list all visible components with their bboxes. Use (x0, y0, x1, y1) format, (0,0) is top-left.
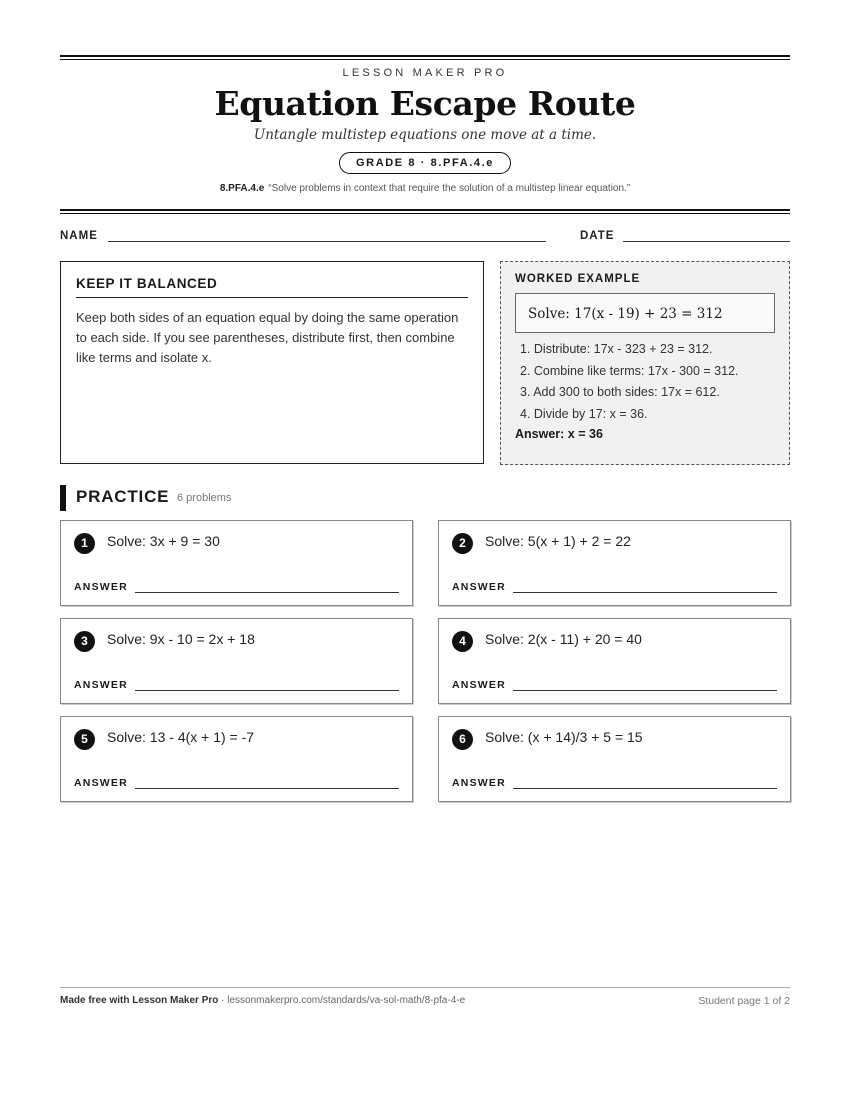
worked-example-steps (515, 339, 775, 425)
worked-example-panel (500, 261, 790, 465)
header-top-rule (60, 55, 790, 57)
header-bottom-rule (60, 209, 790, 211)
problem-number: 5 (74, 729, 95, 750)
answer-label: ANSWER (74, 777, 128, 789)
footer-made-with: Made free with Lesson Maker Pro (60, 995, 219, 1006)
problem-card-4 (438, 618, 791, 704)
problem-text: Solve: 3x + 9 = 30 (107, 533, 220, 549)
worked-step: 4. Divide by 17: x = 36. (520, 406, 648, 421)
name-label: NAME (60, 230, 98, 242)
worksheet-title: Equation Escape Route (214, 84, 636, 123)
standard-line (0, 183, 850, 194)
answer-label: ANSWER (74, 581, 128, 593)
footer-credit (60, 995, 465, 1006)
worked-step: 2. Combine like terms: 17x - 300 = 312. (520, 363, 739, 378)
footer-url[interactable]: · lessonmakerpro.com/standards/va-sol-math/8-pfa-4-e (218, 995, 466, 1006)
footer-page-number: Student page 1 of 2 (698, 995, 790, 1007)
answer-field[interactable] (513, 788, 777, 789)
problem-card-5 (60, 716, 413, 802)
problem-number: 6 (452, 729, 473, 750)
worked-example-answer: Answer: x = 36 (515, 427, 603, 441)
standard-text: “Solve problems in context that require the solution of a multistep linear equation.” (268, 183, 631, 194)
brand-name: LESSON MAKER PRO (342, 67, 508, 79)
answer-field[interactable] (513, 690, 777, 691)
practice-heading: PRACTICE (76, 487, 170, 506)
worked-example-equation: Solve: 17(x - 19) + 23 = 312 (515, 293, 775, 333)
answer-label: ANSWER (74, 679, 128, 691)
answer-field[interactable] (135, 788, 399, 789)
grade-badge: GRADE 8 · 8.PFA.4.e (339, 152, 511, 174)
keep-balanced-body: Keep both sides of an equation equal by doing the same operation to each side. If you see parentheses, distribute first, then combine like terms and isolate x. (76, 310, 459, 365)
worked-example-heading: WORKED EXAMPLE (515, 273, 641, 285)
practice-accent-bar (60, 485, 66, 511)
answer-label: ANSWER (452, 679, 506, 691)
problem-number: 1 (74, 533, 95, 554)
problem-text: Solve: 2(x - 11) + 20 = 40 (485, 631, 642, 647)
problem-number: 4 (452, 631, 473, 652)
worked-step: 3. Add 300 to both sides: 17x = 612. (520, 385, 720, 399)
problem-card-2 (438, 520, 791, 606)
problem-text: Solve: 13 - 4(x + 1) = -7 (107, 729, 255, 745)
problem-number: 2 (452, 533, 473, 554)
answer-label: ANSWER (452, 777, 506, 789)
keep-balanced-heading: KEEP IT BALANCED (76, 276, 468, 298)
answer-field[interactable] (513, 592, 777, 593)
grade-pill-wrap (0, 152, 850, 174)
keep-balanced-panel (60, 261, 484, 464)
date-label: DATE (580, 230, 615, 242)
practice-count: 6 problems (177, 492, 232, 504)
problem-text: Solve: 9x - 10 = 2x + 18 (107, 631, 255, 647)
problem-card-3 (60, 618, 413, 704)
problem-number: 3 (74, 631, 95, 652)
answer-field[interactable] (135, 592, 399, 593)
name-field[interactable] (108, 241, 546, 242)
problem-text: Solve: (x + 14)/3 + 5 = 15 (485, 729, 643, 745)
answer-field[interactable] (135, 690, 399, 691)
date-field[interactable] (623, 241, 790, 242)
problem-card-1 (60, 520, 413, 606)
standard-code: 8.PFA.4.e (219, 183, 265, 194)
worked-step: 1. Distribute: 17x - 323 + 23 = 312. (520, 342, 713, 356)
problem-card-6 (438, 716, 791, 802)
problem-text: Solve: 5(x + 1) + 2 = 22 (485, 533, 631, 549)
worksheet-subtitle: Untangle multistep equations one move at a time. (253, 127, 597, 143)
answer-label: ANSWER (452, 581, 506, 593)
footer-rule (60, 987, 790, 988)
